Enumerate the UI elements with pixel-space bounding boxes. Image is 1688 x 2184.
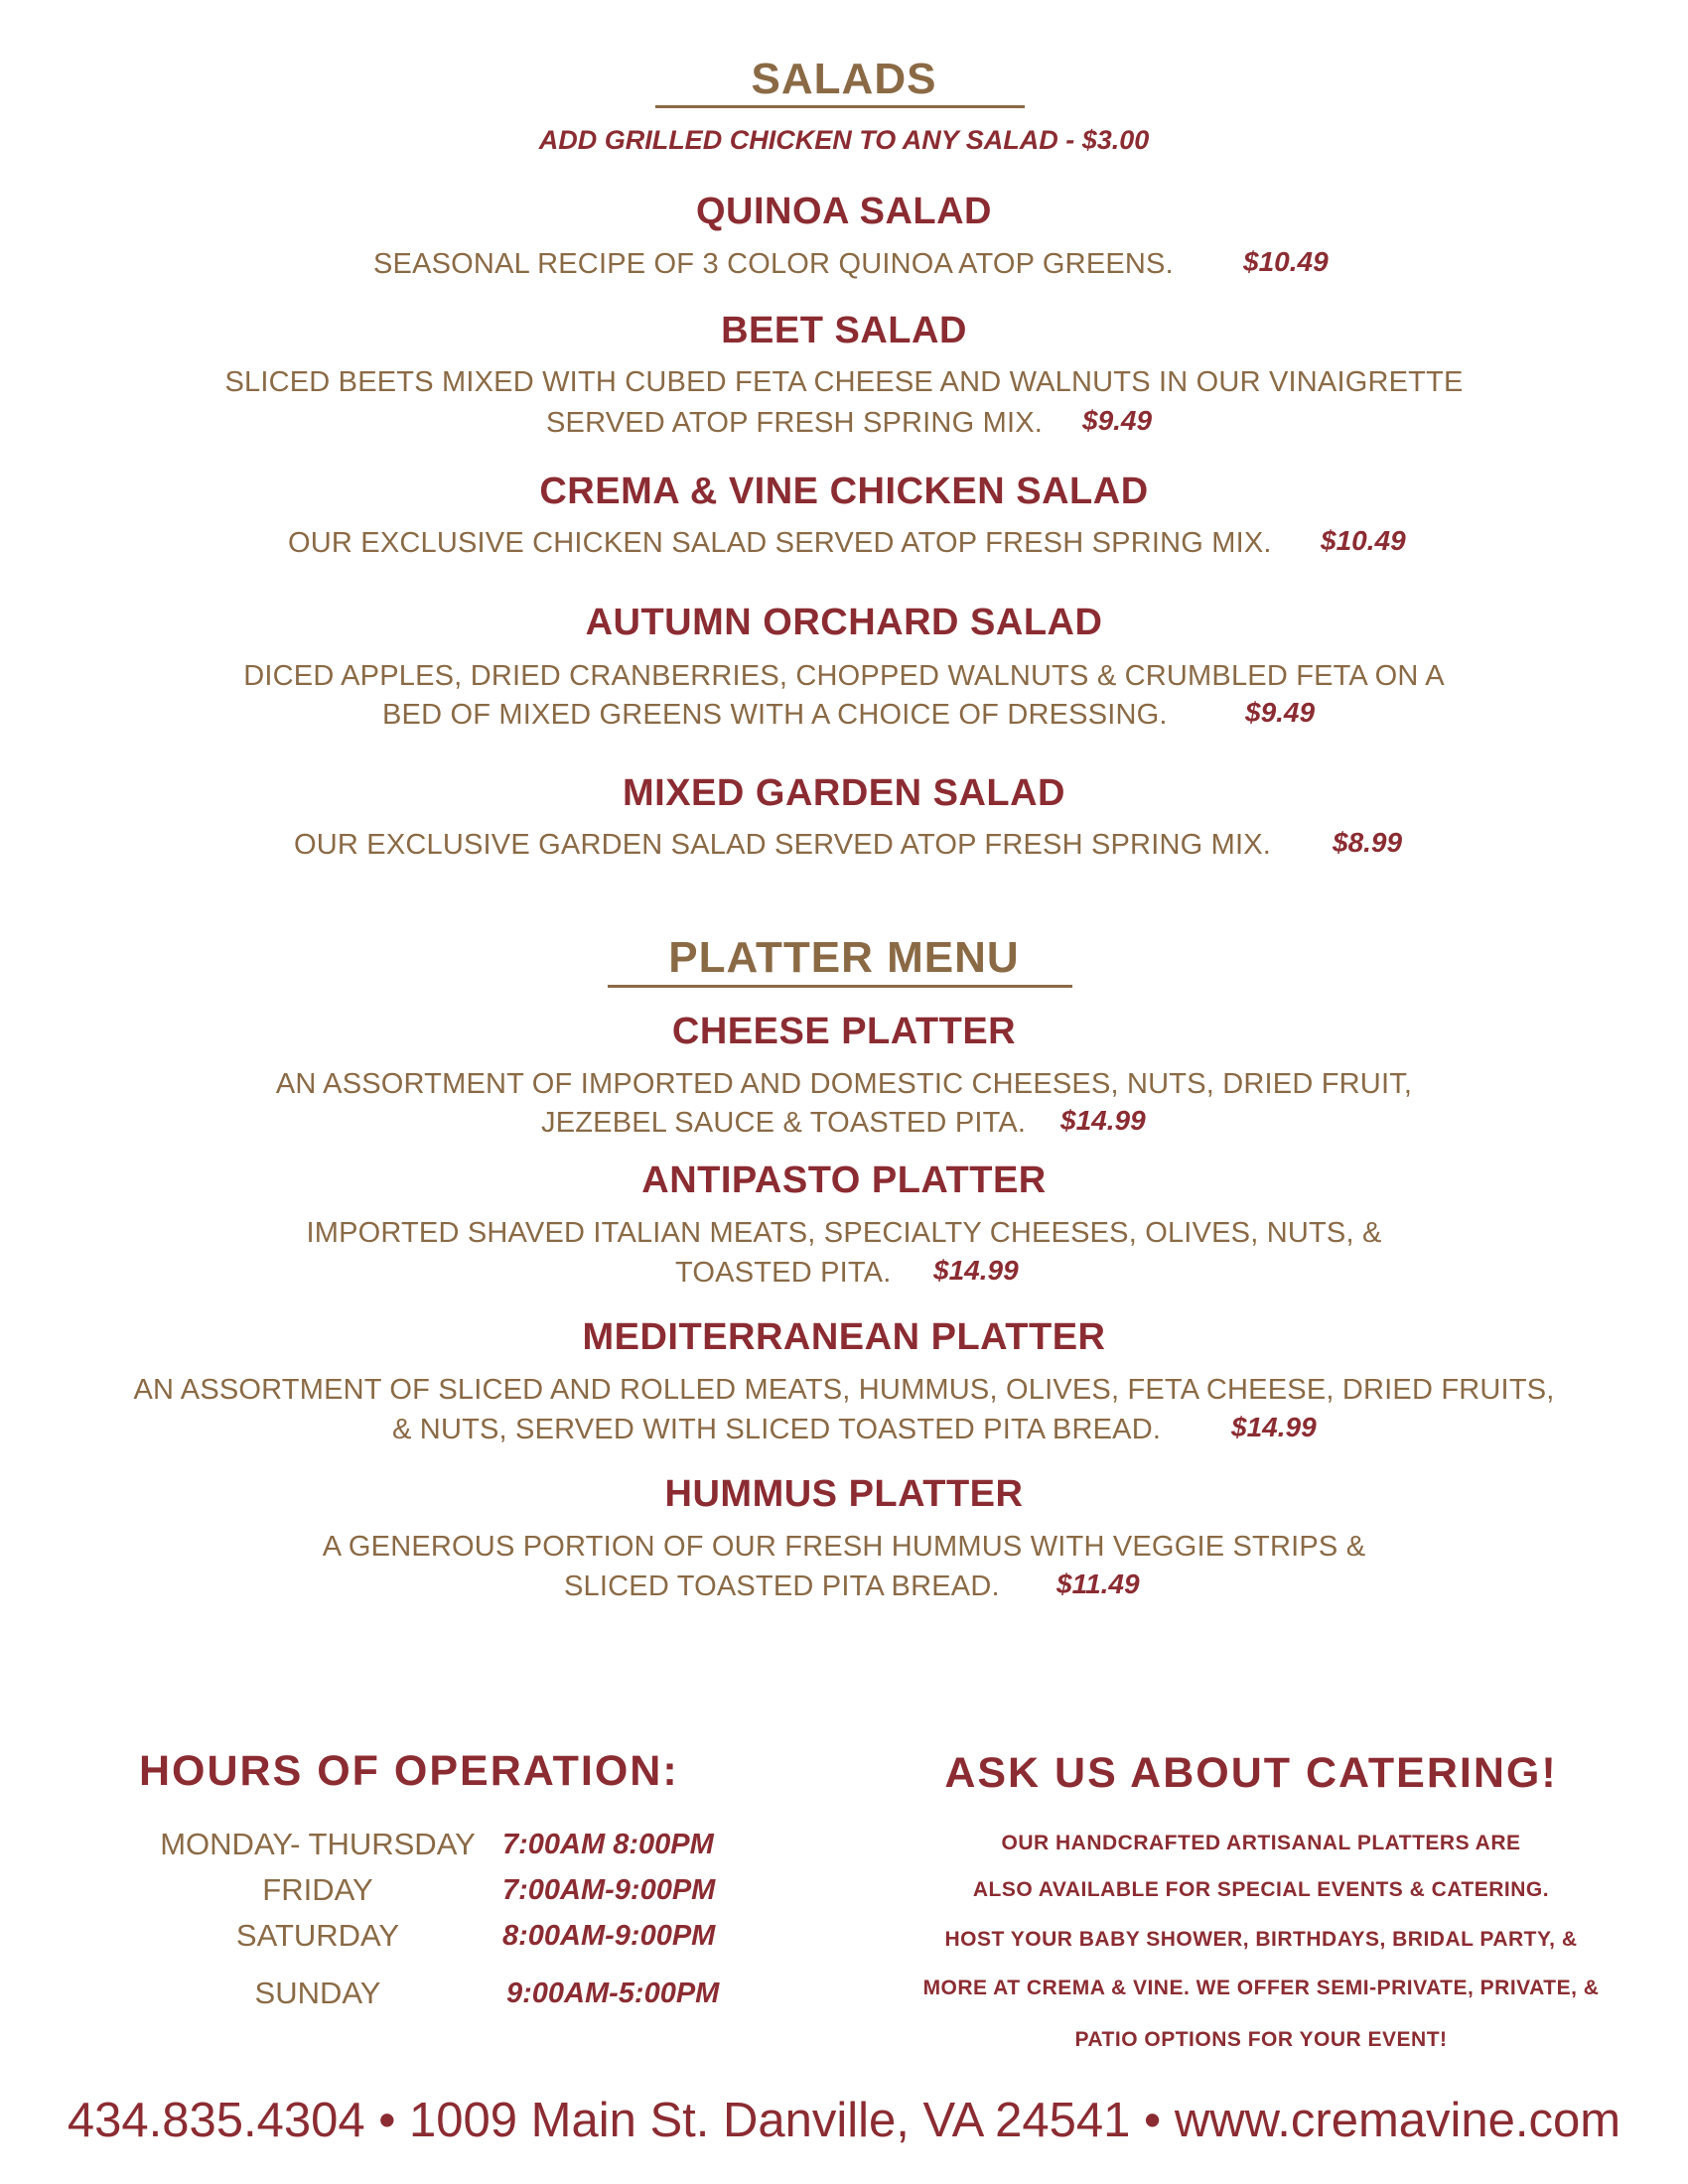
menu-item-price: $9.49: [1082, 405, 1153, 436]
menu-item-description: SLICED TOASTED PITA BREAD.: [564, 1570, 1000, 1602]
menu-item-price: $14.99: [933, 1255, 1019, 1286]
menu-item-price: $11.49: [1056, 1569, 1140, 1599]
menu-item-title: HUMMUS PLATTER: [664, 1473, 1024, 1515]
menu-item-title: QUINOA SALAD: [695, 191, 993, 232]
platter-menu-heading-rule: [608, 985, 1072, 988]
footer-separator: •: [378, 2094, 396, 2147]
menu-item-description: AN ASSORTMENT OF IMPORTED AND DOMESTIC CHEESES, NUTS, DRIED FRUIT,: [275, 1068, 1413, 1100]
hours-day: SATURDAY: [235, 1918, 400, 1953]
menu-item-description: SEASONAL RECIPE OF 3 COLOR QUINOA ATOP GREENS.: [373, 248, 1174, 280]
menu-item-price: $14.99: [1231, 1412, 1317, 1442]
catering-line: ALSO AVAILABLE FOR SPECIAL EVENTS & CATERING.: [972, 1878, 1550, 1901]
menu-item-price: $10.49: [1243, 246, 1329, 277]
menu-item-description: OUR EXCLUSIVE CHICKEN SALAD SERVED ATOP FRESH SPRING MIX.: [288, 527, 1272, 559]
menu-item-title: BEET SALAD: [721, 310, 967, 351]
footer-address: 1009 Main St. Danville, VA 24541: [409, 2094, 1131, 2147]
menu-item-description: A GENEROUS PORTION OF OUR FRESH HUMMUS WITH VEGGIE STRIPS &: [322, 1531, 1366, 1563]
menu-item-title: ANTIPASTO PLATTER: [641, 1160, 1047, 1201]
hours-time: 7:00AM 8:00PM: [502, 1829, 714, 1860]
footer-contact: [60, 2093, 1628, 2148]
salads-chicken-note: ADD GRILLED CHICKEN TO ANY SALAD - $3.00: [538, 125, 1150, 155]
menu-item-price: $8.99: [1333, 827, 1403, 858]
salads-heading-rule: [655, 105, 1025, 108]
menu-item-description: JEZEBEL SAUCE & TOASTED PITA.: [541, 1107, 1027, 1139]
hours-day: SUNDAY: [254, 1976, 381, 2010]
menu-item-description: & NUTS, SERVED WITH SLICED TOASTED PITA BREAD.: [392, 1414, 1162, 1445]
catering-line: PATIO OPTIONS FOR YOUR EVENT!: [1074, 2028, 1448, 2051]
menu-item-title: AUTUMN ORCHARD SALAD: [585, 602, 1103, 643]
platter-menu-heading: PLATTER MENU: [668, 933, 1020, 982]
footer-separator: •: [1144, 2094, 1162, 2147]
menu-item-price: $10.49: [1321, 525, 1406, 556]
menu-item-description: IMPORTED SHAVED ITALIAN MEATS, SPECIALTY CHEESES, OLIVES, NUTS, &: [306, 1217, 1382, 1249]
menu-item-price: $9.49: [1245, 697, 1316, 728]
salads-heading: SALADS: [751, 55, 937, 103]
hours-time: 7:00AM-9:00PM: [502, 1874, 716, 1906]
menu-item-description: SERVED ATOP FRESH SPRING MIX.: [546, 407, 1044, 439]
hours-heading: HOURS OF OPERATION:: [139, 1747, 679, 1795]
menu-item-description: SLICED BEETS MIXED WITH CUBED FETA CHEESE AND WALNUTS IN OUR VINAIGRETTE: [224, 366, 1464, 398]
catering-heading: ASK US ABOUT CATERING!: [944, 1749, 1558, 1797]
menu-item-title: MEDITERRANEAN PLATTER: [582, 1316, 1106, 1358]
hours-day: FRIDAY: [262, 1872, 373, 1907]
menu-item-description: AN ASSORTMENT OF SLICED AND ROLLED MEATS, HUMMUS, OLIVES, FETA CHEESE, DRIED FRUITS,: [133, 1374, 1555, 1406]
hours-time: 8:00AM-9:00PM: [502, 1920, 716, 1952]
footer-phone[interactable]: 434.835.4304: [67, 2094, 365, 2147]
menu-item-title: MIXED GARDEN SALAD: [622, 772, 1066, 814]
catering-line: OUR HANDCRAFTED ARTISANAL PLATTERS ARE: [1001, 1832, 1521, 1854]
hours-time: 9:00AM-5:00PM: [506, 1978, 720, 2009]
menu-item-price: $14.99: [1060, 1105, 1146, 1136]
menu-item-title: CHEESE PLATTER: [671, 1011, 1017, 1052]
hours-day: MONDAY- THURSDAY: [160, 1827, 476, 1861]
menu-item-description: BED OF MIXED GREENS WITH A CHOICE OF DRESSING.: [382, 699, 1168, 731]
catering-line: HOST YOUR BABY SHOWER, BIRTHDAYS, BRIDAL PARTY, &: [944, 1928, 1578, 1951]
catering-line: MORE AT CREMA & VINE. WE OFFER SEMI-PRIVATE, PRIVATE, &: [922, 1977, 1600, 1999]
menu-item-description: TOASTED PITA.: [675, 1257, 892, 1289]
menu-item-description: DICED APPLES, DRIED CRANBERRIES, CHOPPED WALNUTS & CRUMBLED FETA ON A: [243, 660, 1445, 692]
menu-item-description: OUR EXCLUSIVE GARDEN SALAD SERVED ATOP FRESH SPRING MIX.: [294, 829, 1272, 861]
menu-item-title: CREMA & VINE CHICKEN SALAD: [539, 471, 1149, 512]
footer-website-link[interactable]: www.cremavine.com: [1174, 2094, 1621, 2147]
